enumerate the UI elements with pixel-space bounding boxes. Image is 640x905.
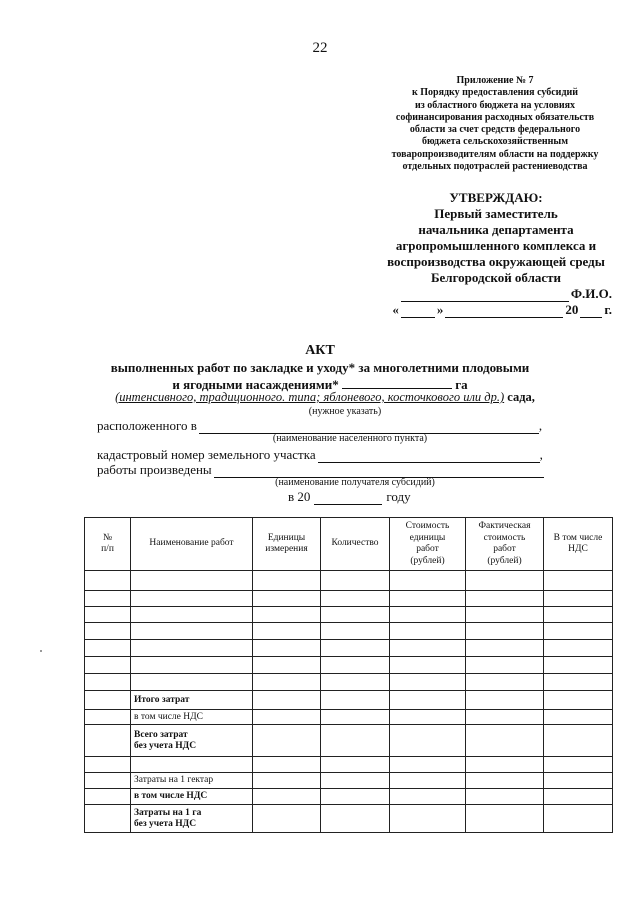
table-cell[interactable] [253,725,321,757]
table-cell[interactable] [131,607,253,623]
table-cell[interactable] [321,607,390,623]
annex-line: из областного бюджета на условиях [414,99,576,111]
table-cell[interactable] [466,623,544,640]
table-cell[interactable] [253,640,321,657]
table-cell[interactable] [131,674,253,691]
area-field[interactable] [342,376,452,389]
date-line [380,302,612,318]
table-cell[interactable] [321,789,390,805]
table-cell[interactable] [85,805,131,833]
works-label: работы произведены [97,462,212,477]
table-cell[interactable] [253,691,321,710]
table-cell[interactable] [253,674,321,691]
table-row [85,691,613,710]
annex-line: Приложение № 7 [456,75,534,86]
date-open-quote: « [392,302,399,317]
summary-label [131,710,253,725]
table-cell[interactable] [131,640,253,657]
year-suffix: году [386,489,411,504]
table-cell[interactable] [390,757,466,773]
col-vat-line: НДС [568,544,588,554]
table-cell[interactable] [544,805,613,833]
col-number-line: п/п [101,544,114,554]
table-cell[interactable] [321,623,390,640]
approve-line: начальника департамента [418,222,574,237]
table-cell[interactable] [466,591,544,607]
col-header-vat [544,518,613,571]
table-cell[interactable] [390,725,466,757]
year-field[interactable] [314,492,382,505]
table-cell[interactable] [390,657,466,674]
table-cell[interactable] [544,773,613,789]
table-cell[interactable] [321,640,390,657]
table-cell[interactable] [321,591,390,607]
approve-heading: УТВЕРЖДАЮ: [449,190,543,205]
table-cell[interactable] [85,757,131,773]
date-close-quote: » [436,302,444,317]
col-units-line: измерения [265,544,308,554]
summary-label-line: в том числе НДС [134,711,203,722]
table-cell[interactable] [321,691,390,710]
table-row [85,640,613,657]
col-number-line: № [102,532,113,543]
summary-label [131,725,253,757]
table-cell[interactable] [85,623,131,640]
table-row [85,591,613,607]
table-cell[interactable] [544,710,613,725]
table-cell[interactable] [85,773,131,789]
cadastral-row [97,447,543,463]
table-row [85,674,613,691]
col-cost-line: Стоимость [405,521,450,531]
scan-dot [40,650,42,652]
approve-line: Первый заместитель [434,206,558,221]
table-cell[interactable] [321,773,390,789]
table-cell[interactable] [85,725,131,757]
act-subtitle-suffix: га [455,377,468,392]
col-header-quantity: Количество [321,518,390,571]
col-header-name: Наименование работ [131,518,253,571]
table-row [85,789,613,805]
table-cell[interactable] [466,805,544,833]
summary-label-line: Затраты на 1 га [134,807,202,818]
table-cell[interactable] [321,571,390,591]
table-cell[interactable] [390,571,466,591]
cadastral-comma: , [539,447,543,462]
table-cell[interactable] [253,623,321,640]
col-cost-line: (рублей) [410,555,445,566]
table-cell[interactable] [85,640,131,657]
table-row [85,725,613,757]
table-cell[interactable] [85,674,131,691]
table-cell[interactable] [131,571,253,591]
col-header-number [85,518,131,571]
table-cell[interactable] [253,657,321,674]
col-actual-line: стоимость [483,532,526,543]
orchard-type-options: (интенсивного, традиционного. типа; яблоневого, косточкового или др.) [115,390,505,404]
table-cell[interactable] [253,805,321,833]
table-cell[interactable] [466,725,544,757]
annex-line: области за счет средств федерального [409,124,581,136]
table-cell[interactable] [544,691,613,710]
table-cell[interactable] [466,710,544,725]
table-cell[interactable] [466,773,544,789]
summary-label-line: Всего затрат [134,729,188,740]
summary-label [131,757,253,773]
col-units-line: Единицы [267,532,306,543]
table-cell[interactable] [85,710,131,725]
table-cell[interactable] [85,607,131,623]
table-cell[interactable] [544,657,613,674]
table-cell[interactable] [321,757,390,773]
table-cell[interactable] [544,789,613,805]
page-number: 22 [312,40,328,56]
year-prefix: в 20 [288,489,311,504]
table-cell[interactable] [85,657,131,674]
table-cell[interactable] [390,805,466,833]
table-cell[interactable] [131,657,253,674]
date-day-field[interactable] [401,304,435,318]
table-cell[interactable] [544,757,613,773]
summary-label [131,691,253,710]
annex-line: софинансирования расходных обязательств [395,111,595,123]
table-row [85,571,613,591]
table-cell[interactable] [544,571,613,591]
approval-block [380,190,612,318]
table-cell[interactable] [253,591,321,607]
table-cell[interactable] [466,571,544,591]
orchard-type-line [95,390,555,405]
summary-label-line: Итого затрат [134,694,190,705]
table-cell[interactable] [131,591,253,607]
summary-label-line: Затраты на 1 гектар [134,775,214,785]
table-cell[interactable] [321,805,390,833]
table-cell[interactable] [253,789,321,805]
table-cell[interactable] [321,725,390,757]
summary-label [131,805,253,833]
col-actual-line: Фактическая [478,521,531,531]
table-cell[interactable] [390,691,466,710]
table-cell[interactable] [544,607,613,623]
act-title: АКТ [305,343,335,358]
annex-block [380,75,610,173]
table-cell[interactable] [321,674,390,691]
table-cell[interactable] [466,607,544,623]
table-row [85,773,613,789]
table-cell[interactable] [131,623,253,640]
annex-line: товаропроизводителям области на поддержку [391,148,599,160]
act-subtitle [80,360,560,393]
table-cell[interactable] [466,691,544,710]
location-label: расположенного в [97,418,197,433]
table-row [85,757,613,773]
cadastral-label: кадастровый номер земельного участка [97,447,316,462]
date-month-field[interactable] [445,304,563,318]
table-cell[interactable] [85,789,131,805]
approve-line: воспроизводства окружающей среды [387,254,605,269]
table-cell[interactable] [390,640,466,657]
signature-line [380,286,612,302]
table-cell[interactable] [466,757,544,773]
summary-label [131,773,253,789]
table-cell[interactable] [544,725,613,757]
act-subtitle-prefix: и ягодными насаждениями* [172,377,339,392]
signature-field[interactable] [401,288,569,302]
table-cell[interactable] [390,623,466,640]
orchard-type-hint: (нужное указать) [308,406,382,417]
col-cost-line: единицы [409,532,446,543]
annex-line: отдельных подотраслей растениеводства [402,161,588,173]
table-cell[interactable] [253,571,321,591]
annex-line: бюджета сельскохозяйственным [421,136,569,148]
act-subtitle-line1: выполненных работ по закладке и уходу* за многолетними плодовыми [110,360,530,375]
table-cell[interactable] [253,607,321,623]
col-vat-line: В том числе [553,532,603,543]
table-cell[interactable] [544,591,613,607]
table-cell[interactable] [466,640,544,657]
table-cell[interactable] [466,674,544,691]
table-header-row [85,518,613,571]
col-actual-line: (рублей) [487,555,522,566]
summary-label [131,789,253,805]
location-hint: (наименование населенного пункта) [272,433,428,444]
col-header-actual-cost [466,518,544,571]
approve-line: агропромышленного комплекса и [395,238,597,253]
table-cell[interactable] [253,757,321,773]
table-cell[interactable] [85,691,131,710]
table-cell[interactable] [253,710,321,725]
table-cell[interactable] [466,657,544,674]
approve-line: Белгородской области [430,270,562,285]
year-row [288,489,411,505]
annex-line: к Порядку предоставления субсидий [411,87,579,99]
table-cell[interactable] [321,710,390,725]
table-cell[interactable] [390,789,466,805]
table-cell[interactable] [390,591,466,607]
table-cell[interactable] [321,657,390,674]
date-year-field[interactable] [580,304,602,318]
summary-label-line: в том числе НДС [134,791,208,801]
fio-label: Ф.И.О. [570,286,612,301]
table-row [85,607,613,623]
table-cell[interactable] [390,607,466,623]
table-cell[interactable] [544,640,613,657]
col-header-units [253,518,321,571]
table-row [85,710,613,725]
summary-label-line: без учета НДС [134,740,197,751]
table-row [85,657,613,674]
table-row [85,623,613,640]
date-year-suffix: г. [604,302,612,317]
table-cell[interactable] [390,674,466,691]
table-cell[interactable] [85,591,131,607]
table-row [85,805,613,833]
date-year-prefix: 20 [565,302,579,317]
table-cell[interactable] [544,623,613,640]
recipient-hint: (наименование получателя субсидий) [275,477,435,488]
table-cell[interactable] [390,773,466,789]
col-actual-line: работ [493,544,516,554]
location-comma: , [538,418,543,433]
works-row [97,462,544,478]
location-row [97,418,542,434]
col-cost-line: работ [416,544,439,554]
table-cell[interactable] [544,674,613,691]
table-cell[interactable] [390,710,466,725]
works-table [84,517,613,833]
orchard-type-suffix: сада, [507,390,535,404]
col-header-unit-cost [390,518,466,571]
table-cell[interactable] [466,789,544,805]
table-cell[interactable] [253,773,321,789]
summary-label-line: без учета НДС [134,818,197,829]
table-cell[interactable] [85,571,131,591]
